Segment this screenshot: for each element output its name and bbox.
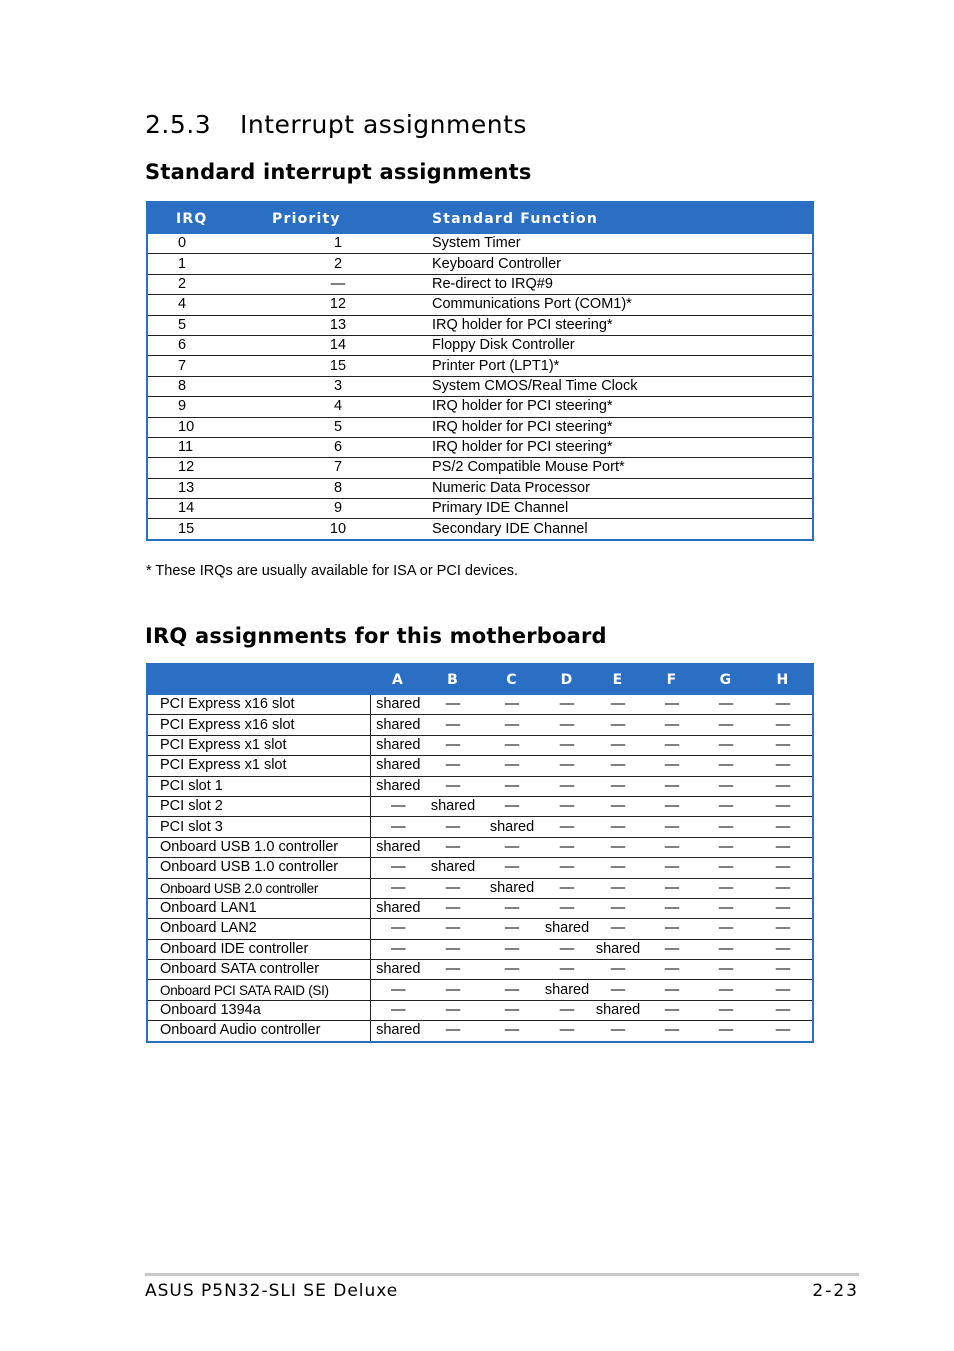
int-cell: — — [754, 960, 812, 980]
int-cell: — — [480, 960, 544, 980]
priority-cell: 6 — [272, 437, 432, 457]
table-row — [148, 458, 812, 478]
int-cell: — — [480, 837, 544, 857]
int-cell: — — [754, 796, 812, 816]
header-device — [148, 665, 370, 695]
int-cell: shared — [370, 735, 426, 755]
int-cell: shared — [480, 878, 544, 898]
int-cell: — — [754, 715, 812, 735]
device-cell: Onboard Audio controller — [148, 1021, 370, 1041]
irq-cell: 14 — [148, 499, 272, 519]
footer-rule — [145, 1273, 859, 1276]
int-cell: — — [445, 1022, 461, 1039]
priority-cell: 9 — [272, 499, 432, 519]
board-heading: IRQ assignments for this motherboard — [145, 624, 607, 648]
int-cell: — — [480, 898, 544, 918]
int-cell: — — [426, 776, 480, 796]
irq-cell: 13 — [148, 478, 272, 498]
header-irq: IRQ — [148, 203, 272, 234]
int-cell: — — [544, 1000, 590, 1020]
int-cell: — — [426, 756, 480, 776]
int-cell: — — [370, 939, 426, 959]
int-cell: — — [698, 919, 754, 939]
int-cell: — — [480, 776, 544, 796]
int-cell: — — [590, 776, 646, 796]
int-cell: — — [590, 796, 646, 816]
function-cell: Primary IDE Channel — [432, 499, 812, 519]
int-cell: — — [480, 735, 544, 755]
int-cell: — — [559, 1022, 575, 1039]
table-row — [148, 437, 812, 457]
int-cell: — — [544, 858, 590, 878]
int-cell: — — [698, 898, 754, 918]
table-row — [148, 735, 812, 755]
header-priority: Priority — [272, 203, 432, 234]
table-row — [148, 295, 812, 315]
int-cell: — — [754, 898, 812, 918]
function-cell: System Timer — [432, 234, 812, 254]
int-cell: — — [698, 695, 754, 715]
table-row — [148, 817, 812, 837]
header-standard-function: Standard Function — [432, 203, 812, 234]
priority-cell: — — [272, 274, 432, 294]
int-cell: — — [698, 756, 754, 776]
int-cell: — — [646, 735, 698, 755]
priority-cell: 4 — [272, 397, 432, 417]
device-cell: PCI Express x16 slot — [148, 715, 370, 735]
int-cell: — — [646, 756, 698, 776]
int-cell: shared — [590, 1000, 646, 1020]
int-cell: — — [544, 898, 590, 918]
int-cell: — — [480, 715, 544, 735]
irq-cell: 7 — [148, 356, 272, 376]
int-cell: — — [544, 796, 590, 816]
int-cell: — — [590, 878, 646, 898]
int-cell: — — [698, 735, 754, 755]
device-cell: Onboard USB 1.0 controller — [148, 837, 370, 857]
header-int-D: D — [544, 665, 590, 695]
int-cell: shared — [370, 776, 426, 796]
int-cell: — — [544, 715, 590, 735]
int-cell: — — [590, 898, 646, 918]
int-cell: — — [426, 878, 480, 898]
int-cell: — — [426, 960, 480, 980]
function-cell: Printer Port (LPT1)* — [432, 356, 812, 376]
priority-cell: 8 — [272, 478, 432, 498]
irq-cell: 8 — [148, 376, 272, 396]
table-row — [148, 960, 812, 980]
int-cell: — — [544, 939, 590, 959]
int-cell: — — [754, 817, 812, 837]
int-cell: — — [426, 1000, 480, 1020]
table-row — [148, 254, 812, 274]
header-int-E: E — [590, 665, 646, 695]
irq-cell: 4 — [148, 295, 272, 315]
int-cell: — — [426, 837, 480, 857]
table-row — [148, 519, 812, 539]
irq-cell: 10 — [148, 417, 272, 437]
int-cell: — — [718, 1022, 734, 1039]
int-cell: shared — [370, 960, 426, 980]
device-cell: PCI Express x1 slot — [148, 735, 370, 755]
int-cell: — — [426, 939, 480, 959]
priority-cell: 2 — [272, 254, 432, 274]
int-cell: — — [698, 817, 754, 837]
int-cell: — — [754, 919, 812, 939]
int-cell: — — [504, 1022, 520, 1039]
int-cell: — — [754, 878, 812, 898]
int-cell: — — [698, 858, 754, 878]
int-cell: — — [646, 695, 698, 715]
table-row — [148, 335, 812, 355]
int-cell: — — [754, 735, 812, 755]
irq-cell: 2 — [148, 274, 272, 294]
int-cell: shared — [370, 695, 426, 715]
int-cell: — — [646, 715, 698, 735]
priority-cell: 3 — [272, 376, 432, 396]
int-cell: — — [370, 980, 426, 1000]
device-cell: Onboard LAN2 — [148, 919, 370, 939]
header-int-F: F — [646, 665, 698, 695]
table-row — [148, 417, 812, 437]
int-cell: — — [646, 898, 698, 918]
priority-cell: 13 — [272, 315, 432, 335]
function-cell: System CMOS/Real Time Clock — [432, 376, 812, 396]
header-int-H: H — [754, 665, 812, 695]
int-cell: shared — [370, 898, 426, 918]
priority-cell: 14 — [272, 335, 432, 355]
irq-cell: 12 — [148, 458, 272, 478]
irq-cell: 9 — [148, 397, 272, 417]
int-cell: — — [646, 939, 698, 959]
int-cell: — — [590, 695, 646, 715]
irq-cell: 1 — [148, 254, 272, 274]
int-cell: — — [646, 837, 698, 857]
irq-cell: 6 — [148, 335, 272, 355]
int-cell: — — [698, 715, 754, 735]
table-row — [148, 356, 812, 376]
int-cell: shared — [544, 919, 590, 939]
table-row — [148, 234, 812, 254]
device-cell: PCI Express x16 slot — [148, 695, 370, 715]
table-row — [148, 315, 812, 335]
section-title — [145, 110, 527, 139]
int-cell: — — [544, 837, 590, 857]
function-cell: Floppy Disk Controller — [432, 335, 812, 355]
int-cell: — — [698, 939, 754, 959]
int-cell: — — [590, 960, 646, 980]
table-row — [148, 919, 812, 939]
device-cell: Onboard IDE controller — [148, 939, 370, 959]
int-cell: — — [754, 776, 812, 796]
header-int-A: A — [370, 665, 426, 695]
irq-cell: 15 — [178, 520, 195, 537]
board-table-header — [148, 665, 812, 695]
int-cell: — — [754, 695, 812, 715]
int-cell: — — [544, 776, 590, 796]
table-row — [148, 837, 812, 857]
int-cell: — — [544, 878, 590, 898]
int-cell: — — [646, 796, 698, 816]
int-cell: — — [426, 715, 480, 735]
table-row — [148, 499, 812, 519]
int-cell: — — [590, 756, 646, 776]
int-cell: — — [590, 919, 646, 939]
function-cell: IRQ holder for PCI steering* — [432, 417, 812, 437]
int-cell: — — [698, 776, 754, 796]
int-cell: — — [590, 735, 646, 755]
int-cell: — — [664, 1022, 680, 1039]
table-row — [148, 878, 812, 898]
int-cell: — — [698, 878, 754, 898]
function-cell: IRQ holder for PCI steering* — [432, 437, 812, 457]
section-number: 2.5.3 — [145, 110, 212, 139]
int-cell: — — [754, 756, 812, 776]
int-cell: — — [646, 858, 698, 878]
table-row — [148, 939, 812, 959]
irq-cell: 0 — [148, 234, 272, 254]
table-row — [148, 274, 812, 294]
int-cell: — — [544, 960, 590, 980]
int-cell: shared — [376, 1022, 421, 1039]
footnote: * These IRQs are usually available for ISA or PCI devices. — [146, 563, 519, 579]
device-cell: Onboard USB 1.0 controller — [148, 858, 370, 878]
function-cell: IRQ holder for PCI steering* — [432, 397, 812, 417]
table-row — [148, 376, 812, 396]
int-cell: — — [698, 837, 754, 857]
function-cell: Keyboard Controller — [432, 254, 812, 274]
int-cell: shared — [426, 796, 480, 816]
function-cell: PS/2 Compatible Mouse Port* — [432, 458, 812, 478]
int-cell: — — [480, 695, 544, 715]
table-row — [148, 796, 812, 816]
function-cell: Secondary IDE Channel — [432, 520, 588, 537]
table-row — [148, 858, 812, 878]
int-cell: — — [590, 858, 646, 878]
int-cell: shared — [370, 837, 426, 857]
int-cell: shared — [480, 817, 544, 837]
int-cell: shared — [426, 858, 480, 878]
function-cell: IRQ holder for PCI steering* — [432, 315, 812, 335]
priority-cell: 5 — [272, 417, 432, 437]
int-cell: — — [480, 919, 544, 939]
int-cell: — — [426, 980, 480, 1000]
device-cell: PCI Express x1 slot — [148, 756, 370, 776]
int-cell: — — [698, 980, 754, 1000]
section-title-text: Interrupt assignments — [240, 110, 527, 139]
int-cell: — — [370, 817, 426, 837]
device-cell: Onboard 1394a — [148, 1000, 370, 1020]
priority-cell: 7 — [272, 458, 432, 478]
int-cell: — — [426, 817, 480, 837]
footer-page-number: 2-23 — [812, 1281, 859, 1301]
device-cell: Onboard SATA controller — [148, 960, 370, 980]
table-row — [148, 898, 812, 918]
int-cell: — — [370, 796, 426, 816]
priority-cell: 15 — [272, 356, 432, 376]
int-cell: — — [646, 960, 698, 980]
table-row — [148, 715, 812, 735]
table-row — [148, 1021, 812, 1041]
footer-product-name: ASUS P5N32-SLI SE Deluxe — [145, 1281, 399, 1301]
priority-cell: 10 — [329, 520, 347, 537]
priority-cell: 12 — [272, 295, 432, 315]
function-cell: Numeric Data Processor — [432, 478, 812, 498]
device-cell: PCI slot 3 — [148, 817, 370, 837]
header-int-B: B — [426, 665, 480, 695]
int-cell: — — [544, 817, 590, 837]
int-cell: — — [544, 756, 590, 776]
function-cell: Communications Port (COM1)* — [432, 295, 812, 315]
int-cell: — — [480, 1000, 544, 1020]
int-cell: — — [754, 1000, 812, 1020]
int-cell: shared — [544, 980, 590, 1000]
int-cell: — — [370, 878, 426, 898]
standard-interrupt-table — [146, 201, 814, 541]
int-cell: — — [646, 980, 698, 1000]
device-cell: Onboard PCI SATA RAID (SI) — [148, 980, 370, 1000]
device-cell: PCI slot 1 — [148, 776, 370, 796]
device-cell: Onboard USB 2.0 controller — [148, 878, 370, 898]
int-cell: — — [544, 695, 590, 715]
int-cell: — — [426, 695, 480, 715]
int-cell: — — [426, 735, 480, 755]
irq-cell: 5 — [148, 315, 272, 335]
int-cell: — — [370, 858, 426, 878]
table-row — [148, 695, 812, 715]
int-cell: — — [480, 796, 544, 816]
int-cell: — — [754, 837, 812, 857]
int-cell: — — [646, 1000, 698, 1020]
int-cell: — — [480, 756, 544, 776]
int-cell: — — [646, 817, 698, 837]
int-cell: — — [775, 1022, 791, 1039]
int-cell: — — [590, 837, 646, 857]
int-cell: — — [610, 1022, 626, 1039]
standard-heading: Standard interrupt assignments — [145, 160, 532, 184]
function-cell: Re-direct to IRQ#9 — [432, 274, 812, 294]
int-cell: — — [754, 980, 812, 1000]
table-row — [148, 397, 812, 417]
int-cell: shared — [370, 756, 426, 776]
int-cell: — — [646, 878, 698, 898]
motherboard-irq-table — [146, 663, 814, 1043]
int-cell: — — [370, 919, 426, 939]
table-row — [148, 478, 812, 498]
irq-cell: 11 — [148, 437, 272, 457]
device-cell: PCI slot 2 — [148, 796, 370, 816]
table-row — [148, 980, 812, 1000]
int-cell: — — [426, 919, 480, 939]
int-cell: — — [698, 1000, 754, 1020]
int-cell: — — [698, 960, 754, 980]
priority-cell: 1 — [272, 234, 432, 254]
int-cell: — — [370, 1000, 426, 1020]
table-row — [148, 1000, 812, 1020]
int-cell: — — [480, 980, 544, 1000]
int-cell: — — [590, 715, 646, 735]
device-cell: Onboard LAN1 — [148, 898, 370, 918]
int-cell: shared — [590, 939, 646, 959]
int-cell: — — [426, 898, 480, 918]
int-cell: — — [646, 919, 698, 939]
int-cell: — — [754, 858, 812, 878]
int-cell: — — [544, 735, 590, 755]
int-cell: — — [590, 980, 646, 1000]
int-cell: — — [754, 939, 812, 959]
table-row — [148, 776, 812, 796]
standard-table-header — [148, 203, 812, 234]
header-int-G: G — [698, 665, 754, 695]
int-cell: — — [480, 939, 544, 959]
int-cell: shared — [370, 715, 426, 735]
table-row — [148, 756, 812, 776]
int-cell: — — [698, 796, 754, 816]
int-cell: — — [590, 817, 646, 837]
int-cell: — — [646, 776, 698, 796]
header-int-C: C — [480, 665, 544, 695]
int-cell: — — [480, 858, 544, 878]
